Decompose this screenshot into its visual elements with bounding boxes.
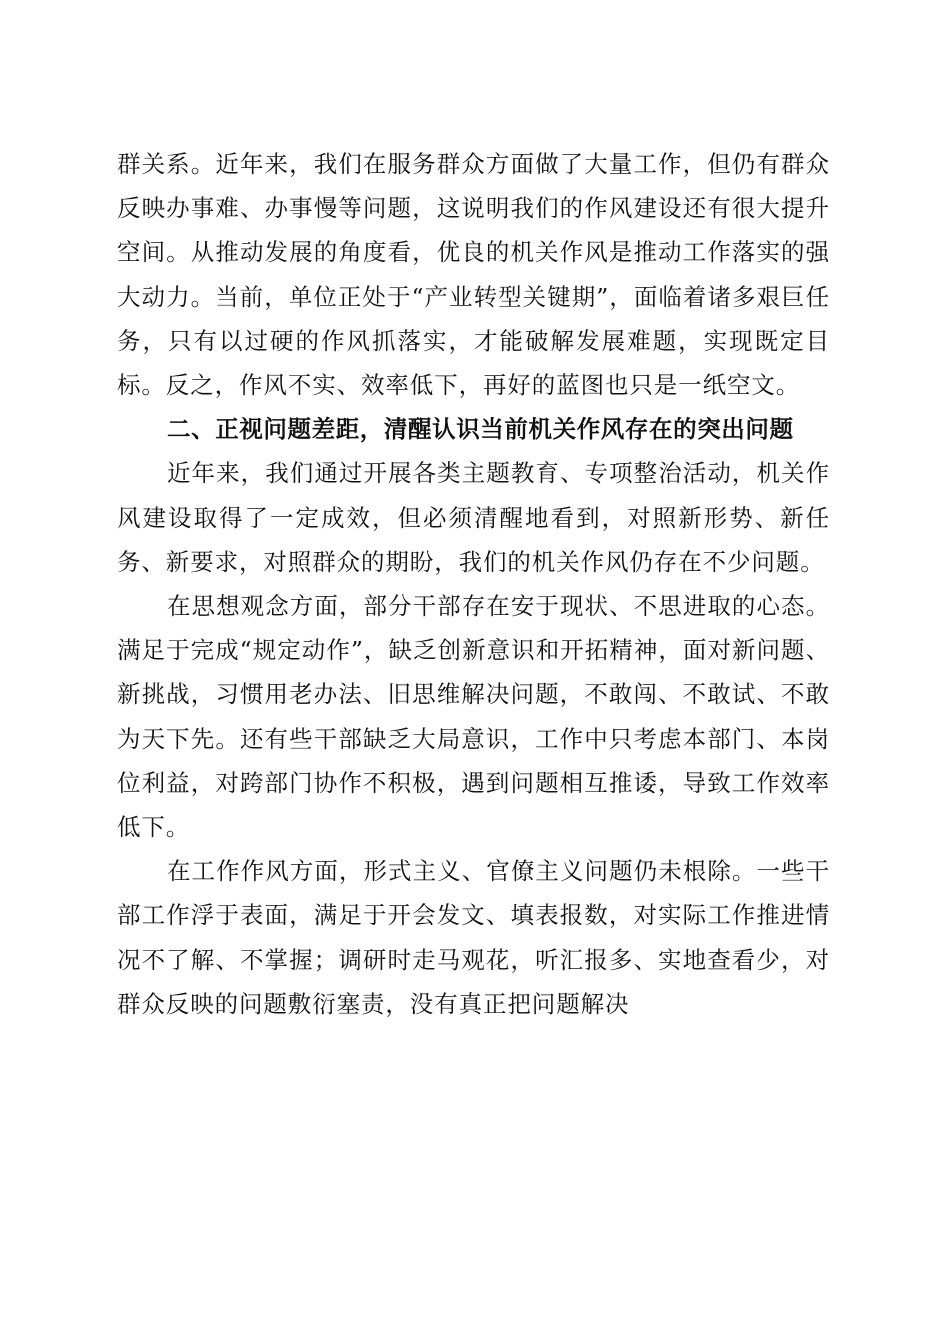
section-heading: 二、正视问题差距，清醒认识当前机关作风存在的突出问题 [167, 415, 794, 444]
paragraph-continuation: 群关系。近年来，我们在服务群众方面做了大量工作，但仍有群众反映办事难、办事慢等问题，这说明我们的作风建设还有很大提升空间。从推动发展的角度看，优良的机关作风是推动工作落实的强大动力。当前，单位正处于“产业转型关键期”，面临着诸多艰巨任务，只有以过硬的作风抓落实，才能破解发展难题，实现既定目标。反之，作风不实、效率低下，再好的蓝图也只是一纸空文。 [117, 150, 830, 400]
paragraph: 在思想观念方面，部分干部存在安于现状、不思进取的心态。满足于完成“规定动作”，缺乏创新意识和开拓精神，面对新问题、新挑战，习惯用老办法、旧思维解决问题，不敢闯、不敢试、不敢为天下先。还有些干部缺乏大局意识，工作中只考虑本部门、本岗位利益，对跨部门协作不积极，遇到问题相互推诿，导致工作效率低下。 [117, 592, 830, 842]
paragraph: 在工作作风方面，形式主义、官僚主义问题仍未根除。一些干部工作浮于表面，满足于开会发文、填表报数，对实际工作推进情况不了解、不掌握；调研时走马观花，听汇报多、实地查看少，对群众反映的问题敷衍塞责，没有真正把问题解决 [117, 857, 830, 1018]
paragraph: 近年来，我们通过开展各类主题教育、专项整治活动，机关作风建设取得了一定成效，但必须清醒地看到，对照新形势、新任务、新要求，对照群众的期盼，我们的机关作风仍存在不少问题。 [117, 459, 830, 576]
document-body [117, 142, 830, 1026]
